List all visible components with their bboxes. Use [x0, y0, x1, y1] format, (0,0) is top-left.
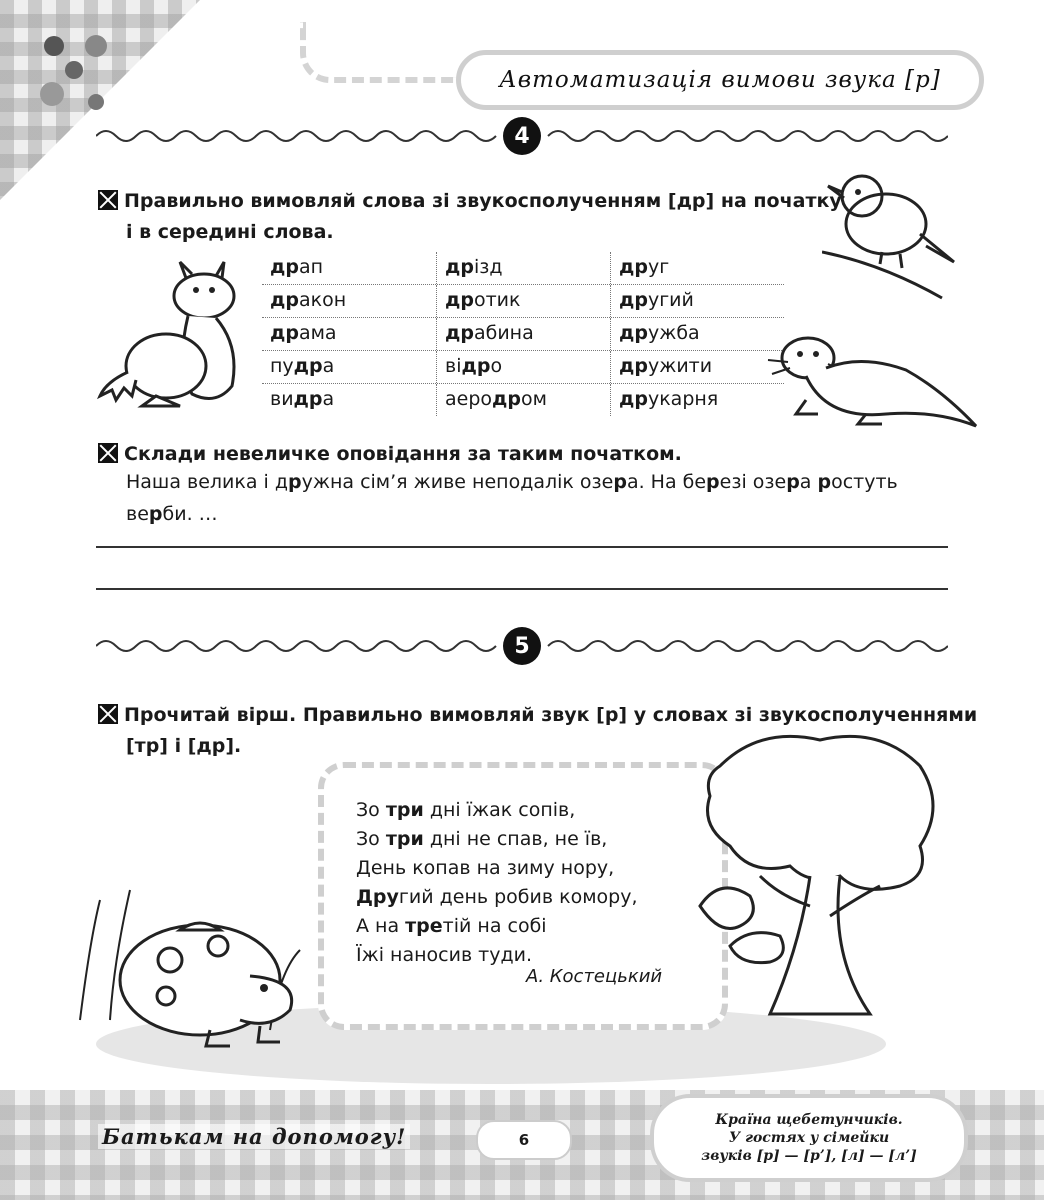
page-title-banner	[456, 50, 984, 110]
story-beginning: Наша велика і дружна сім’я живе неподалік озера. На березі озера ростуть верби. …	[126, 471, 898, 525]
word-cell: драбина	[436, 318, 610, 350]
task-instruction-words: Правильно вимовляй слова зі звукосполученням [др] на початку і в середині слова.	[98, 186, 842, 248]
writing-line-2[interactable]	[96, 588, 948, 590]
poem-author: А. Костецький	[526, 966, 663, 987]
poem-line: Зо три дні їжак сопів,	[356, 799, 576, 821]
word-cell: дружити	[610, 351, 784, 383]
header-dashed-frame	[300, 22, 456, 83]
page-number: 6	[476, 1120, 572, 1160]
word-cell: відро	[436, 351, 610, 383]
word-cell: другий	[610, 285, 784, 317]
words-row	[262, 384, 784, 416]
poem-line: Їжі наносив туди.	[356, 944, 533, 966]
section-number-5: 5	[503, 627, 541, 665]
words-row	[262, 318, 784, 351]
poem-line: Зо три дні не спав, не їв,	[356, 828, 608, 850]
task-instruction-poem: Прочитай вірш. Правильно вимовляй звук [р] у словах зі звукосполученнями [тр] і [др].	[98, 700, 977, 762]
dragon-illustration-icon	[96, 256, 246, 412]
book-title-badge: Країна щебетунчиків. У гостях у сімейки звуків [р] — [р’], [л] — [л’]	[650, 1094, 968, 1182]
task-instruction-story: Склади невеличке оповідання за таким початком.	[98, 439, 682, 470]
writing-line-1[interactable]	[96, 546, 948, 548]
word-cell: друкарня	[610, 384, 784, 416]
poem-line: Другий день робив комору,	[356, 886, 638, 908]
otter-illustration-icon	[766, 330, 980, 430]
word-cell: дрізд	[436, 252, 610, 284]
task-icon	[98, 704, 118, 724]
buttons-icon	[30, 30, 120, 120]
words-row	[262, 252, 784, 285]
words-table	[262, 252, 784, 416]
words-row	[262, 285, 784, 318]
poem-line: День копав на зиму нору,	[356, 857, 615, 879]
tree-illustration-icon	[680, 726, 950, 1026]
poem-line: А на третій на собі	[356, 915, 547, 937]
word-cell: пудра	[270, 355, 335, 377]
word-cell: аеродром	[436, 384, 610, 416]
word-cell: друг	[610, 252, 784, 284]
word-cell: драма	[270, 322, 337, 344]
word-cell: видра	[270, 388, 335, 410]
word-cell: дротик	[436, 285, 610, 317]
task-icon	[98, 443, 118, 463]
footer-parents-note: Батькам на допомогу!	[98, 1124, 410, 1149]
word-cell: дракон	[270, 289, 347, 311]
bird-illustration-icon	[822, 164, 962, 304]
task-icon	[98, 190, 118, 210]
word-cell: драп	[270, 256, 324, 278]
section-number-4: 4	[503, 117, 541, 155]
words-row	[262, 351, 784, 384]
poem-text	[356, 796, 638, 970]
page-title: Автоматизація вимови звука [р]	[499, 67, 941, 93]
word-cell: дружба	[610, 318, 784, 350]
hedgehog-illustration-icon	[70, 880, 320, 1050]
